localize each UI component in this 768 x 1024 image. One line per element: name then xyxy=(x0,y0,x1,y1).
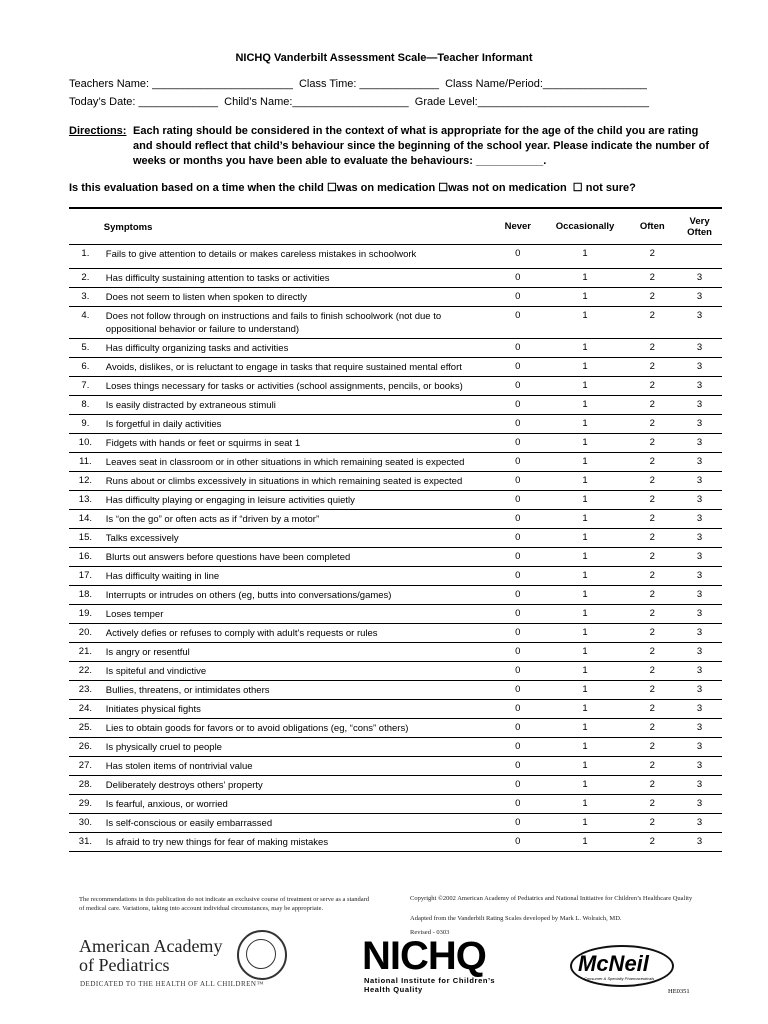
rating-often: 2 xyxy=(649,272,655,283)
symptom-text: Loses temper xyxy=(105,609,164,620)
rating-very-often: 3 xyxy=(696,475,703,486)
row-number: 1. xyxy=(81,248,90,259)
table-row xyxy=(69,624,722,643)
rating-very-often: 3 xyxy=(696,456,703,467)
rating-never: 0 xyxy=(515,272,521,283)
rating-often: 2 xyxy=(649,475,655,486)
rating-very-often: 3 xyxy=(696,646,703,657)
table-row xyxy=(69,307,722,339)
table-row xyxy=(69,643,722,662)
rating-very-often: 3 xyxy=(696,437,703,448)
table-row xyxy=(69,288,722,307)
rating-often: 2 xyxy=(649,291,655,302)
rating-very-often: 3 xyxy=(696,760,703,771)
symptom-text: Has difficulty organizing tasks and activities xyxy=(105,343,289,354)
rating-occasionally: 1 xyxy=(582,779,588,790)
rating-occasionally: 1 xyxy=(582,475,588,486)
rating-very-often xyxy=(677,245,722,269)
rating-occasionally: 1 xyxy=(582,418,588,429)
row-number: 10. xyxy=(78,437,92,448)
row-number: 14. xyxy=(78,513,92,524)
row-number: 11. xyxy=(79,456,92,467)
rating-very-often: 3 xyxy=(696,361,703,372)
rating-occasionally: 1 xyxy=(582,380,588,391)
page-title: NICHQ Vanderbilt Assessment Scale—Teacher Informant xyxy=(235,52,533,64)
rating-occasionally: 1 xyxy=(582,494,588,505)
rating-never: 0 xyxy=(515,399,521,410)
nichq-logo: NICHQ xyxy=(362,934,486,978)
row-number: 2. xyxy=(81,272,90,283)
rating-occasionally: 1 xyxy=(582,361,588,372)
table-row xyxy=(69,605,722,624)
header-occasionally: Occasionally xyxy=(543,208,628,245)
rating-often: 2 xyxy=(649,836,655,847)
rating-very-often: 3 xyxy=(696,551,703,562)
rating-never: 0 xyxy=(515,741,521,752)
symptoms-table xyxy=(69,207,722,852)
rating-often: 2 xyxy=(649,310,655,321)
symptom-text: Is easily distracted by extraneous stimuli xyxy=(105,400,276,411)
symptom-text: Is spiteful and vindictive xyxy=(105,666,207,677)
rating-occasionally: 1 xyxy=(582,665,588,676)
rating-never: 0 xyxy=(515,342,521,353)
rating-very-often: 3 xyxy=(696,342,703,353)
rating-often: 2 xyxy=(649,722,655,733)
row-number: 8. xyxy=(81,399,90,410)
rating-occasionally: 1 xyxy=(582,342,588,353)
rating-never: 0 xyxy=(515,703,521,714)
row-number: 31. xyxy=(78,836,92,847)
rating-never: 0 xyxy=(515,779,521,790)
row-number: 15. xyxy=(78,532,92,543)
row-number: 3. xyxy=(81,291,90,302)
rating-occasionally: 1 xyxy=(582,291,588,302)
symptom-text: Is “on the go” or often acts as if “driven by a motor” xyxy=(105,514,320,525)
table-row xyxy=(69,795,722,814)
table-row xyxy=(69,757,722,776)
rating-never: 0 xyxy=(515,475,521,486)
table-row xyxy=(69,662,722,681)
rating-occasionally: 1 xyxy=(582,817,588,828)
rating-occasionally: 1 xyxy=(582,722,588,733)
symptom-text: Blurts out answers before questions have been completed xyxy=(105,552,351,563)
symptom-text: Talks excessively xyxy=(105,533,179,544)
rating-often: 2 xyxy=(649,551,655,562)
rating-never: 0 xyxy=(515,248,521,259)
rating-very-often: 3 xyxy=(696,684,703,695)
rating-often: 2 xyxy=(649,437,655,448)
disclaimer: The recommendations in this publication do not indicate an exclusive course of treatment or serve as a standard of medical care. Variations, taking into account individual circumstances, may be appropriate. xyxy=(79,896,370,912)
rating-very-often: 3 xyxy=(696,494,703,505)
symptom-text: Does not follow through on instructions and fails to finish schoolwork (not due to oppositional behavior or failure to understand) xyxy=(105,311,442,335)
rating-often: 2 xyxy=(649,494,655,505)
rating-never: 0 xyxy=(515,310,521,321)
rating-never: 0 xyxy=(515,817,521,828)
rating-occasionally: 1 xyxy=(582,399,588,410)
aap-tagline: DEDICATED TO THE HEALTH OF ALL CHILDREN™ xyxy=(80,980,264,988)
rating-never: 0 xyxy=(515,456,521,467)
header-never: Never xyxy=(493,208,543,245)
rating-never: 0 xyxy=(515,551,521,562)
rating-never: 0 xyxy=(515,532,521,543)
rating-very-often: 3 xyxy=(696,817,703,828)
symptom-text: Has stolen items of nontrivial value xyxy=(105,761,253,772)
rating-occasionally: 1 xyxy=(582,513,588,524)
rating-never: 0 xyxy=(515,665,521,676)
rating-never: 0 xyxy=(515,380,521,391)
rating-often: 2 xyxy=(649,418,655,429)
revised-note: Revised - 0303 xyxy=(410,929,450,936)
mcneil-logo-text: McNeil xyxy=(578,951,649,976)
symptom-text: Actively defies or refuses to comply with adult’s requests or rules xyxy=(105,628,378,639)
rating-very-often: 3 xyxy=(696,291,703,302)
directions-label: Directions: xyxy=(69,125,127,137)
rating-often: 2 xyxy=(649,684,655,695)
rating-often: 2 xyxy=(649,342,655,353)
rating-occasionally: 1 xyxy=(582,437,588,448)
rating-occasionally: 1 xyxy=(582,760,588,771)
rating-never: 0 xyxy=(515,722,521,733)
symptom-text: Loses things necessary for tasks or activities (school assignments, pencils, or books) xyxy=(105,381,463,392)
row-number: 6. xyxy=(81,361,90,372)
rating-often: 2 xyxy=(649,703,655,714)
rating-occasionally: 1 xyxy=(582,248,588,259)
row-number: 28. xyxy=(78,779,92,790)
rating-very-often: 3 xyxy=(696,665,703,676)
table-row xyxy=(69,269,722,288)
table-row xyxy=(69,510,722,529)
row-number: 19. xyxy=(78,608,92,619)
rating-often: 2 xyxy=(649,248,655,259)
symptom-text: Has difficulty sustaining attention to tasks or activities xyxy=(105,273,330,284)
row-number: 9. xyxy=(81,418,90,429)
table-row xyxy=(69,415,722,434)
symptom-text: Bullies, threatens, or intimidates others xyxy=(105,685,270,696)
rating-often: 2 xyxy=(649,665,655,676)
table-row xyxy=(69,529,722,548)
table-header-row xyxy=(69,208,722,245)
table-row xyxy=(69,491,722,510)
rating-often: 2 xyxy=(649,380,655,391)
table-row xyxy=(69,434,722,453)
rating-occasionally: 1 xyxy=(582,456,588,467)
rating-never: 0 xyxy=(515,291,521,302)
symptom-text: Has difficulty waiting in line xyxy=(105,571,220,582)
rating-never: 0 xyxy=(515,418,521,429)
rating-often: 2 xyxy=(649,646,655,657)
rating-often: 2 xyxy=(649,608,655,619)
symptom-text: Is afraid to try new things for fear of making mistakes xyxy=(105,837,329,848)
rating-very-often: 3 xyxy=(696,310,703,321)
symptom-text: Avoids, dislikes, or is reluctant to engage in tasks that require sustained mental effort xyxy=(105,362,462,373)
rating-often: 2 xyxy=(649,817,655,828)
row-number: 17. xyxy=(78,570,92,581)
row-number: 18. xyxy=(78,589,92,600)
rating-often: 2 xyxy=(649,798,655,809)
rating-never: 0 xyxy=(515,494,521,505)
rating-occasionally: 1 xyxy=(582,741,588,752)
row-number: 23. xyxy=(78,684,92,695)
symptom-text: Fails to give attention to details or makes careless mistakes in schoolwork xyxy=(105,249,417,260)
table-row xyxy=(69,776,722,795)
rating-never: 0 xyxy=(515,513,521,524)
row-number: 16. xyxy=(78,551,92,562)
rating-occasionally: 1 xyxy=(582,646,588,657)
symptom-text: Is forgetful in daily activities xyxy=(105,419,222,430)
rating-often: 2 xyxy=(649,589,655,600)
nichq-subtitle: National Institute for Children’s Health Quality xyxy=(364,976,496,994)
rating-very-often: 3 xyxy=(696,627,703,638)
table-row xyxy=(69,548,722,567)
adapted-note: Adapted from the Vanderbilt Rating Scales developed by Mark L. Wolraich, MD. xyxy=(410,915,622,922)
row-number: 20. xyxy=(78,627,92,638)
row-number: 24. xyxy=(78,703,92,714)
symptom-text: Lies to obtain goods for favors or to avoid obligations (eg, “cons” others) xyxy=(105,723,409,734)
rating-occasionally: 1 xyxy=(582,570,588,581)
rating-often: 2 xyxy=(649,399,655,410)
symptom-text: Is physically cruel to people xyxy=(105,742,222,753)
rating-often: 2 xyxy=(649,532,655,543)
rating-often: 2 xyxy=(649,779,655,790)
rating-occasionally: 1 xyxy=(582,627,588,638)
rating-never: 0 xyxy=(515,570,521,581)
table-row xyxy=(69,377,722,396)
rating-often: 2 xyxy=(649,456,655,467)
rating-never: 0 xyxy=(515,836,521,847)
rating-occasionally: 1 xyxy=(582,589,588,600)
row-number: 4. xyxy=(81,310,90,321)
row-number: 12. xyxy=(78,475,92,486)
symptom-text: Runs about or climbs excessively in situations in which remaining seated is expected xyxy=(105,476,463,487)
copyright: Copyright ©2002 American Academy of Pediatrics and National Initiative for Children’s Healthcare Quality xyxy=(410,895,693,902)
symptom-text: Is fearful, anxious, or worried xyxy=(105,799,228,810)
rating-often: 2 xyxy=(649,760,655,771)
rating-very-often: 3 xyxy=(696,532,703,543)
symptom-text: Is self-conscious or easily embarrassed xyxy=(105,818,273,829)
symptom-text: Deliberately destroys others’ property xyxy=(105,780,263,791)
row-number: 22. xyxy=(78,665,92,676)
directions-text: Each rating should be considered in the context of what is appropriate for the age of the child you are rating and should reflect that child’s behaviour since the beginning of the school year. Please indicate the number of weeks or months you have been able to evaluate the behaviours: ___________. xyxy=(133,125,709,167)
table-row xyxy=(69,396,722,415)
form-code: HE0351 xyxy=(668,988,690,995)
rating-never: 0 xyxy=(515,646,521,657)
rating-occasionally: 1 xyxy=(582,798,588,809)
row-number: 7. xyxy=(81,380,90,391)
rating-never: 0 xyxy=(515,589,521,600)
row-number: 29. xyxy=(78,798,92,809)
aap-seal-icon xyxy=(237,930,287,980)
row-number: 5. xyxy=(81,342,90,353)
row-number: 26. xyxy=(78,741,92,752)
rating-very-often: 3 xyxy=(696,380,703,391)
header-often: Often xyxy=(627,208,677,245)
rating-often: 2 xyxy=(649,741,655,752)
symptom-text: Fidgets with hands or feet or squirms in seat 1 xyxy=(105,438,301,449)
rating-often: 2 xyxy=(649,627,655,638)
header-symptoms: Symptoms xyxy=(103,221,153,233)
rating-very-often: 3 xyxy=(696,836,703,847)
table-row xyxy=(69,586,722,605)
aap-logo-text: American Academy of Pediatrics xyxy=(79,936,223,975)
rating-occasionally: 1 xyxy=(582,272,588,283)
table-row xyxy=(69,814,722,833)
form-fields-line-1: Teachers Name: _______________________ Class Time: _____________ Class Name/Period:_________________ xyxy=(69,78,647,90)
rating-never: 0 xyxy=(515,798,521,809)
rating-very-often: 3 xyxy=(696,589,703,600)
rating-often: 2 xyxy=(649,570,655,581)
rating-very-often: 3 xyxy=(696,741,703,752)
rating-very-often: 3 xyxy=(696,418,703,429)
rating-very-often: 3 xyxy=(696,608,703,619)
rating-occasionally: 1 xyxy=(582,836,588,847)
symptom-text: Does not seem to listen when spoken to directly xyxy=(105,292,307,303)
row-number: 25. xyxy=(78,722,92,733)
table-row xyxy=(69,738,722,757)
rating-occasionally: 1 xyxy=(582,703,588,714)
symptom-text: Has difficulty playing or engaging in leisure activities quietly xyxy=(105,495,355,506)
form-fields-line-2: Today’s Date: _____________ Child’s Name:___________________ Grade Level:____________________________ xyxy=(69,96,650,108)
mcneil-logo-subtitle: Consumer & Specialty Pharmaceuticals xyxy=(584,976,655,981)
row-number: 27. xyxy=(78,760,92,771)
rating-very-often: 3 xyxy=(696,570,703,581)
rating-never: 0 xyxy=(515,608,521,619)
table-row xyxy=(69,472,722,491)
header-very-often: Very Often xyxy=(677,208,722,245)
table-row xyxy=(69,833,722,852)
rating-very-often: 3 xyxy=(696,272,703,283)
rating-very-often: 3 xyxy=(696,513,703,524)
rating-very-often: 3 xyxy=(696,779,703,790)
rating-never: 0 xyxy=(515,361,521,372)
symptom-text: Leaves seat in classroom or in other situations in which remaining seated is expected xyxy=(105,457,465,468)
mcneil-logo xyxy=(570,945,674,987)
row-number: 30. xyxy=(78,817,92,828)
table-row xyxy=(69,567,722,586)
rating-never: 0 xyxy=(515,684,521,695)
table-row xyxy=(69,453,722,472)
table-row xyxy=(69,681,722,700)
table-row xyxy=(69,245,722,269)
symptom-text: Initiates physical fights xyxy=(105,704,201,715)
symptom-text: Interrupts or intrudes on others (eg, butts into conversations/games) xyxy=(105,590,392,601)
rating-often: 2 xyxy=(649,361,655,372)
rating-occasionally: 1 xyxy=(582,684,588,695)
rating-never: 0 xyxy=(515,627,521,638)
symptom-text: Is angry or resentful xyxy=(105,647,190,658)
rating-occasionally: 1 xyxy=(582,608,588,619)
row-number: 13. xyxy=(78,494,92,505)
table-row xyxy=(69,358,722,377)
table-row xyxy=(69,700,722,719)
rating-often: 2 xyxy=(649,513,655,524)
row-number: 21. xyxy=(78,646,92,657)
rating-never: 0 xyxy=(515,437,521,448)
directions xyxy=(69,124,709,169)
table-row xyxy=(69,719,722,738)
rating-occasionally: 1 xyxy=(582,551,588,562)
table-row xyxy=(69,339,722,358)
rating-very-often: 3 xyxy=(696,703,703,714)
rating-very-often: 3 xyxy=(696,722,703,733)
rating-very-often: 3 xyxy=(696,399,703,410)
rating-occasionally: 1 xyxy=(582,310,588,321)
rating-occasionally: 1 xyxy=(582,532,588,543)
rating-very-often: 3 xyxy=(696,798,703,809)
rating-never: 0 xyxy=(515,760,521,771)
medication-question: Is this evaluation based on a time when the child ☐was on medication ☐was not on medication ☐ not sure? xyxy=(69,182,636,194)
